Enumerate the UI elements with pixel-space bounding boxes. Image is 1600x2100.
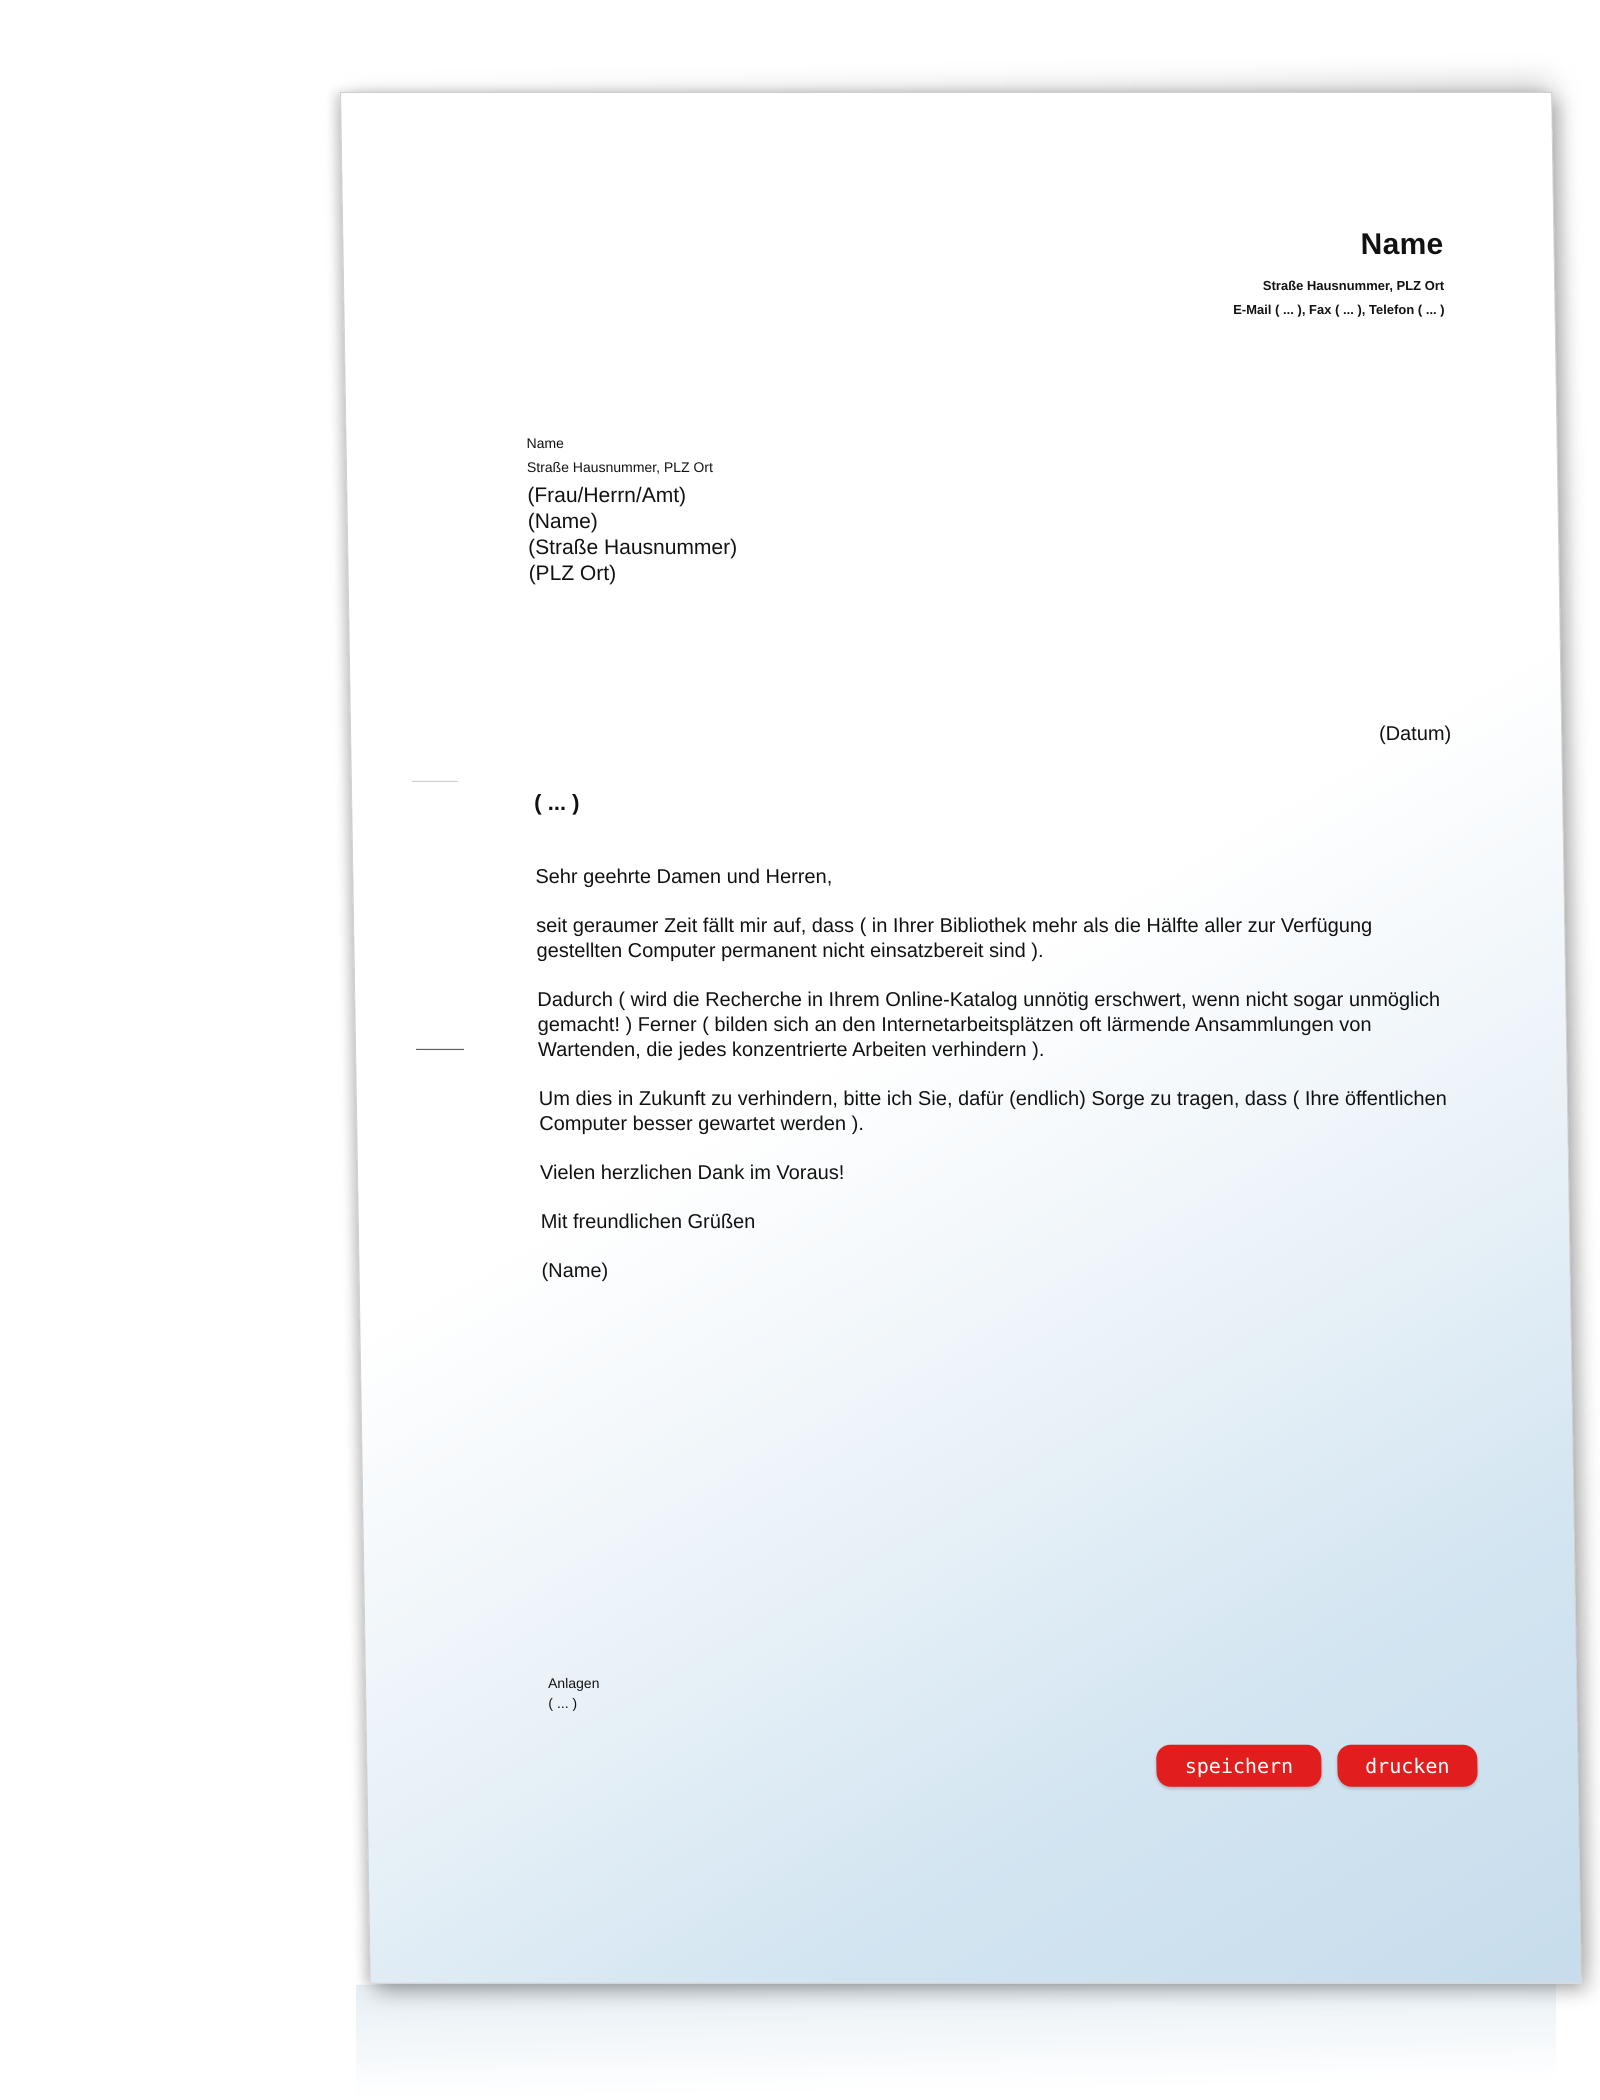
body-paragraph-1: seit geraumer Zeit fällt mir auf, dass ( in Ihrer Bibliothek mehr als die Hälfte aller zur Verfügung gestellten Computer permanent nicht einsatzbereit sind ). bbox=[535, 914, 1373, 962]
recipient-line-street: (Straße Hausnummer) bbox=[527, 535, 738, 559]
fold-mark-top bbox=[412, 781, 458, 782]
save-button[interactable]: speichern bbox=[1156, 1745, 1321, 1787]
recipient-line-title: (Frau/Herrn/Amt) bbox=[527, 483, 687, 507]
letter-body bbox=[535, 865, 1462, 1308]
closing-line: Mit freundlichen Grüßen bbox=[540, 1210, 756, 1233]
print-button[interactable]: drucken bbox=[1337, 1745, 1478, 1787]
recipient-line-city: (PLZ Ort) bbox=[528, 561, 617, 585]
recipient-line-name: (Name) bbox=[527, 509, 598, 533]
fold-mark-middle bbox=[416, 1049, 464, 1050]
salutation: Sehr geehrte Damen und Herren, bbox=[535, 865, 833, 888]
action-buttons bbox=[1156, 1745, 1477, 1787]
body-paragraph-3: Um dies in Zukunft zu verhindern, bitte ich Sie, dafür (endlich) Sorge zu tragen, dass ( Ihre öffentlichen Computer besser gewartet werden ). bbox=[538, 1087, 1448, 1135]
body-paragraph-2: Dadurch ( wird die Recherche in Ihrem Online-Katalog unnötig erschwert, wenn nicht sogar unmöglich gemacht! ) Ferner ( bilden sich an den Internetarbeitsplätzen oft lärmende Ansammlungen von Wartenden, die jedes konzentrierte Arbeiten verhindern ). bbox=[537, 988, 1441, 1061]
letter-content bbox=[341, 93, 1581, 1983]
sender-name: Name bbox=[1360, 227, 1444, 261]
letter-page bbox=[340, 92, 1582, 1984]
signature-line: (Name) bbox=[541, 1259, 609, 1282]
sender-contact: E-Mail ( ... ), Fax ( ... ), Telefon ( ... ) bbox=[1233, 301, 1445, 317]
attachments-block bbox=[548, 1673, 600, 1713]
return-address-street: Straße Hausnummer, PLZ Ort bbox=[526, 458, 714, 475]
page-reflection bbox=[356, 1966, 1556, 2100]
attachments-label: Anlagen bbox=[547, 1674, 600, 1691]
sender-address: Straße Hausnummer, PLZ Ort bbox=[1262, 277, 1445, 293]
sender-block bbox=[1232, 228, 1445, 322]
thanks-line: Vielen herzlichen Dank im Voraus! bbox=[539, 1161, 845, 1184]
return-address-name: Name bbox=[526, 434, 565, 451]
recipient-block bbox=[527, 483, 738, 587]
return-address bbox=[526, 431, 713, 479]
letter-subject: ( ... ) bbox=[533, 789, 580, 815]
letter-date: (Datum) bbox=[1378, 722, 1452, 745]
attachments-value: ( ... ) bbox=[548, 1694, 578, 1711]
